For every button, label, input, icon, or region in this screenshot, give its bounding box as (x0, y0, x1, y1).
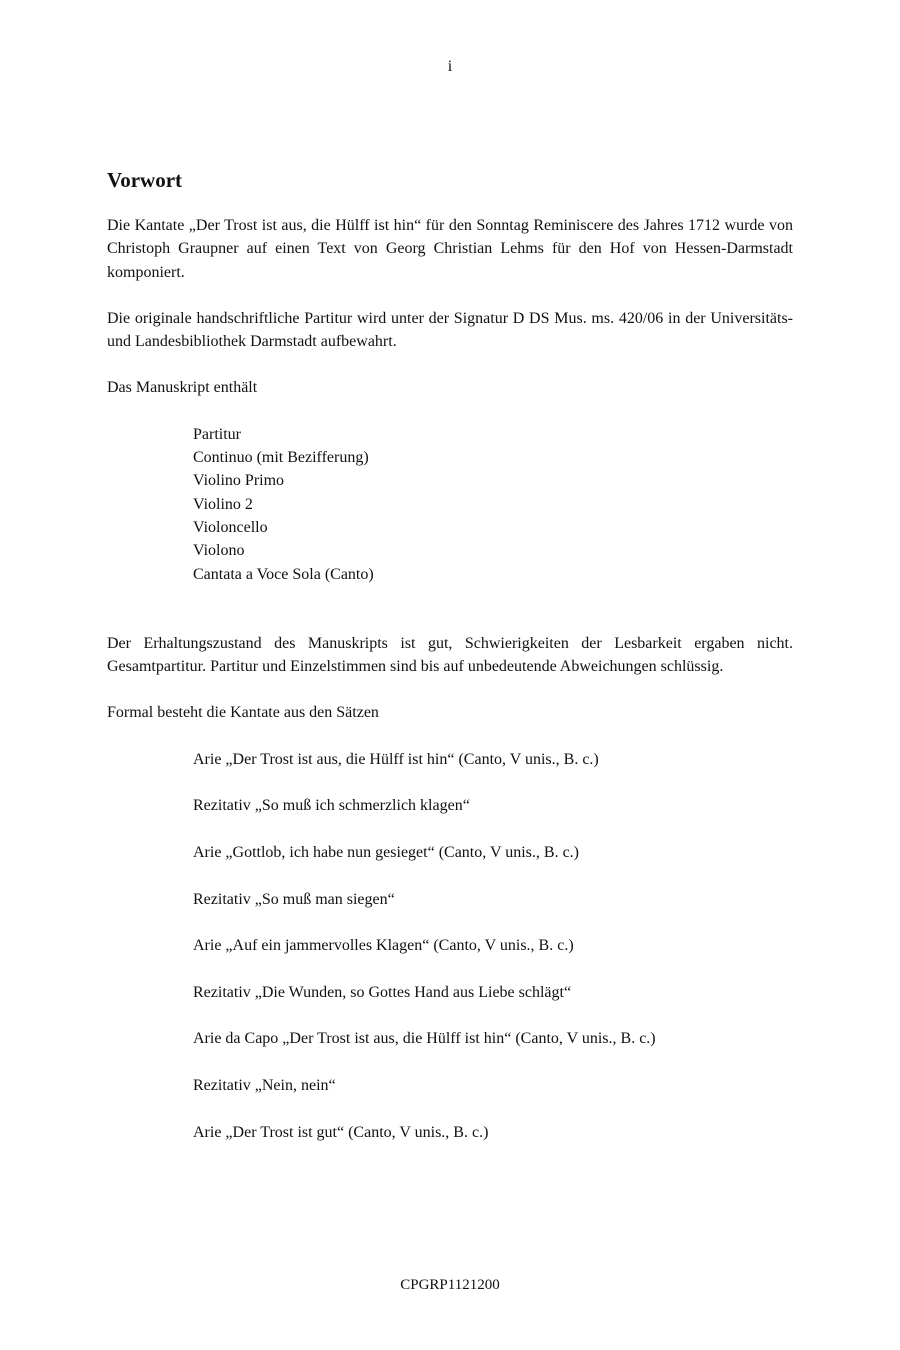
page-number: i (447, 58, 453, 75)
movements-intro: Formal besteht die Kantate aus den Sätzen (107, 704, 379, 722)
list-item: Violono (193, 542, 245, 560)
list-item: Arie „Der Trost ist gut“ (Canto, V unis., B. c.) (193, 1123, 489, 1141)
list-item: Rezitativ „Nein, nein“ (193, 1076, 336, 1094)
list-item: Partitur (193, 425, 241, 443)
movements-list (193, 748, 793, 1144)
list-item: Arie „Gottlob, ich habe nun gesieget“ (Canto, V unis., B. c.) (193, 843, 579, 861)
list-item: Violino 2 (193, 495, 253, 513)
manuscript-location-paragraph: Die originale handschriftliche Partitur wird unter der Signatur D DS Mus. ms. 420/06 in der Universitäts- und Landesbibliothek Darmstadt aufbewahrt. (107, 309, 793, 351)
list-item: Arie „Auf ein jammervolles Klagen“ (Canto, V unis., B. c.) (193, 937, 574, 955)
list-item: Violino Primo (193, 472, 285, 490)
footer-code: CPGRP1121200 (400, 1277, 500, 1293)
document-body (107, 166, 793, 1167)
list-item: Continuo (mit Bezifferung) (193, 449, 369, 467)
list-item: Rezitativ „So muß ich schmerzlich klagen“ (193, 797, 470, 815)
list-item: Arie „Der Trost ist aus, die Hülff ist hin“ (Canto, V unis., B. c.) (193, 750, 599, 768)
list-item: Arie da Capo „Der Trost ist aus, die Hülff ist hin“ (Canto, V unis., B. c.) (193, 1030, 656, 1048)
list-item: Rezitativ „So muß man siegen“ (193, 890, 395, 908)
list-item: Rezitativ „Die Wunden, so Gottes Hand aus Liebe schlägt“ (193, 983, 572, 1001)
page-title: Vorwort (107, 168, 183, 192)
list-item: Cantata a Voce Sola (Canto) (193, 565, 374, 583)
intro-paragraph: Die Kantate „Der Trost ist aus, die Hülff ist hin“ für den Sonntag Reminiscere des Jahres 1712 wurde von Christoph Graupner auf einen Text von Georg Christian Lehms für den Hof von Hessen-Darmstadt komponiert. (107, 217, 793, 281)
manuscript-contents-intro: Das Manuskript enthält (107, 379, 258, 397)
condition-paragraph: Der Erhaltungszustand des Manuskripts ist gut, Schwierigkeiten der Lesbarkeit ergaben nicht. Gesamtpartitur. Partitur und Einzelstimmen sind bis auf unbedeutende Abweichungen schlüssig. (107, 634, 793, 676)
list-item: Violoncello (193, 518, 268, 536)
manuscript-parts-list (193, 423, 793, 586)
